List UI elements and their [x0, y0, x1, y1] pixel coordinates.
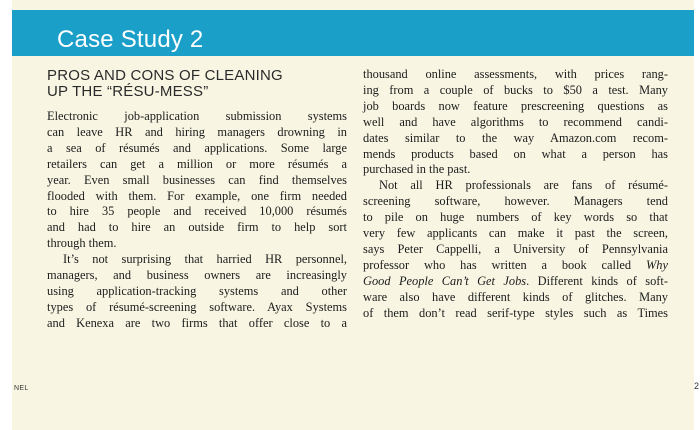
text-segment: professor who has written a book called — [363, 257, 632, 272]
text-line: can leave HR and hiring managers drowning in — [47, 124, 347, 139]
right-paragraph-1 — [363, 67, 668, 178]
text-line — [363, 274, 668, 290]
case-study-banner — [12, 10, 694, 56]
text-line: year. Even small businesses can find themselves — [47, 172, 347, 187]
text-line: using application-tracking systems and other — [47, 283, 347, 298]
text-line: of them don’t read serif-type styles such as Times — [363, 305, 668, 320]
text-line: mends products based on what a person has — [363, 146, 668, 161]
text-line: It’s not surprising that harried HR personnel, — [63, 252, 347, 267]
text-line: ware also have different kinds of glitches. Many — [363, 289, 668, 304]
text-line: flooded with them. For example, one firm needed — [47, 188, 347, 203]
book-title-part-2: Good People Can’t Get Jobs — [363, 273, 527, 288]
page-right-margin — [694, 0, 700, 430]
banner-title: Case Study 2 — [57, 26, 204, 53]
page-left-margin — [0, 0, 12, 430]
text-line: to pile on huge numbers of key words so that — [363, 210, 668, 225]
text-line: screening software, however. Managers tend — [363, 194, 668, 209]
left-paragraph-2 — [47, 252, 347, 332]
text-line: thousand online assessments, with prices rang- — [363, 67, 668, 81]
text-line: retailers can get a million or more résumés a — [47, 156, 347, 171]
article-heading — [47, 68, 347, 100]
text-line: well and have algorithms to recommend candi- — [363, 114, 668, 129]
text-line: and Kenexa are two firms that offer close to a — [47, 315, 347, 330]
text-line: Electronic job-application submission systems — [47, 109, 347, 123]
heading-line-1: PROS AND CONS OF CLEANING — [47, 67, 283, 84]
book-title-part-1: Why — [645, 257, 668, 272]
text-line: through them. — [47, 236, 117, 251]
text-line: a sea of résumés and applications. Some large — [47, 140, 347, 155]
text-line: dates similar to the way Amazon.com recom- — [363, 130, 668, 145]
text-line: job boards now feature prescreening questions as — [363, 98, 668, 113]
footer-publisher-label: NEL — [14, 385, 29, 392]
text-line: to hire 35 people and received 10,000 résumés — [47, 204, 347, 219]
text-line: very few applicants can make it past the screen, — [363, 226, 668, 241]
text-line — [363, 258, 668, 274]
text-line: and had to hire an outside firm to help sort — [47, 220, 347, 235]
text-segment: . Different kinds of soft- — [526, 273, 668, 288]
text-line: types of résumé-screening software. Ayax Systems — [47, 299, 347, 314]
text-line: Not all HR professionals are fans of résumé- — [379, 178, 668, 193]
heading-line-2: UP THE “RÉSU-MESS” — [47, 83, 209, 100]
left-paragraph-1 — [47, 109, 347, 252]
right-paragraph-2 — [363, 178, 668, 321]
left-column — [47, 68, 347, 332]
text-line: ing from a couple of bucks to $50 a test. Many — [363, 82, 668, 97]
page-edge-number: 2 — [693, 381, 699, 391]
right-column — [363, 67, 668, 322]
text-line: managers, and business owners are increasingly — [47, 268, 347, 283]
text-line: says Peter Cappelli, a University of Pennsylvania — [363, 241, 668, 256]
text-line: purchased in the past. — [363, 162, 471, 177]
